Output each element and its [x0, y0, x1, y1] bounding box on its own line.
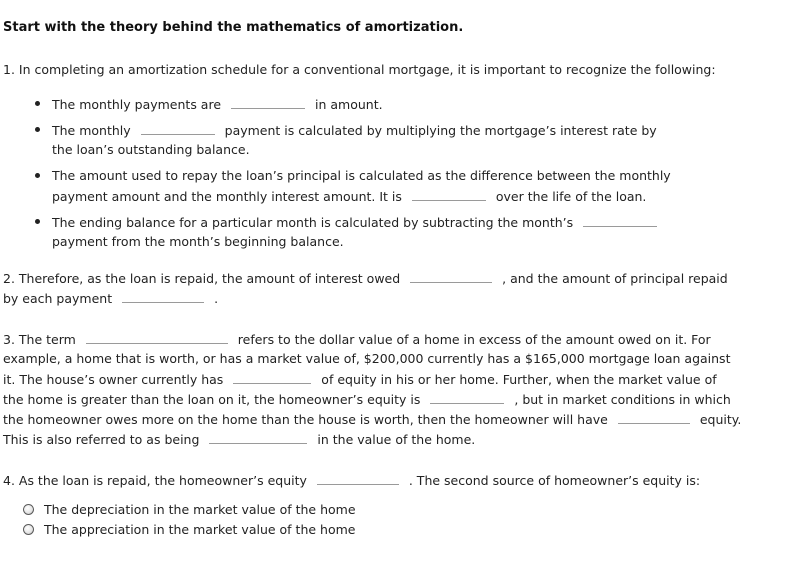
- q1-blank-3[interactable]: [412, 188, 486, 201]
- q3-line4: the home is greater than the loan on it, the homeowner’s equity is , but in market conditions in which: [3, 392, 731, 407]
- radio-appreciation[interactable]: [23, 524, 34, 535]
- q1-blank-2[interactable]: [141, 122, 215, 135]
- q3-blank-equity-sign[interactable]: [430, 391, 504, 404]
- q3-blank-underwater[interactable]: [209, 431, 307, 444]
- q3-line2: example, a home that is worth, or has a market value of, $200,000 currently has a $165,000 mortgage loan against: [3, 351, 731, 366]
- bullet-dot: [35, 219, 40, 224]
- q1-blank-4[interactable]: [583, 214, 657, 227]
- q1-bullet-3-line2: payment amount and the monthly interest amount. It is over the life of the loan.: [52, 189, 647, 204]
- q3-blank-term[interactable]: [86, 331, 228, 344]
- q3-line1: 3. The term refers to the dollar value of a home in excess of the amount owed on it. For: [3, 332, 711, 347]
- q4-blank-equity[interactable]: [317, 472, 399, 485]
- q1-bullet-4: The ending balance for a particular month is calculated by subtracting the month’s: [52, 214, 663, 231]
- q2-blank-principal[interactable]: [122, 290, 204, 303]
- q3-line6: This is also referred to as being in the value of the home.: [3, 432, 476, 447]
- q1-bullet-2: The monthly payment is calculated by multiplying the mortgage’s interest rate by: [52, 123, 657, 138]
- bullet-dot: [35, 127, 40, 132]
- page-title: Start with the theory behind the mathematics of amortization.: [3, 20, 464, 35]
- q1-intro: 1. In completing an amortization schedule for a conventional mortgage, it is important to recognize the following:: [3, 62, 716, 77]
- q3-line5: the homeowner owes more on the home than the house is worth, then the homeowner will have equity.: [3, 412, 742, 427]
- radio-depreciation[interactable]: [23, 504, 34, 515]
- bullet-dot: [35, 101, 40, 106]
- q3-blank-negative-equity[interactable]: [618, 411, 690, 424]
- q1-bullet-2-line2: the loan’s outstanding balance.: [52, 142, 250, 157]
- q3-blank-equity-amount[interactable]: [233, 371, 311, 384]
- q3-line3: it. The house’s owner currently has of equity in his or her home. Further, when the market value of: [3, 372, 717, 387]
- q1-bullet-1: The monthly payments are in amount.: [52, 97, 383, 112]
- q2-line2: by each payment .: [3, 291, 219, 306]
- q2-blank-interest[interactable]: [410, 270, 492, 283]
- option-appreciation-label[interactable]: The appreciation in the market value of the home: [44, 522, 356, 537]
- q1-blank-1[interactable]: [231, 96, 305, 109]
- q1-bullet-3: The amount used to repay the loan’s principal is calculated as the difference between the monthly: [52, 168, 671, 183]
- q1-bullet-4-line2: payment from the month’s beginning balance.: [52, 234, 344, 249]
- option-depreciation-label[interactable]: The depreciation in the market value of the home: [44, 502, 356, 517]
- bullet-dot: [35, 173, 40, 178]
- q2-line1: 2. Therefore, as the loan is repaid, the amount of interest owed , and the amount of principal repaid: [3, 271, 728, 286]
- q4-line1: 4. As the loan is repaid, the homeowner’s equity . The second source of homeowner’s equity is:: [3, 473, 701, 488]
